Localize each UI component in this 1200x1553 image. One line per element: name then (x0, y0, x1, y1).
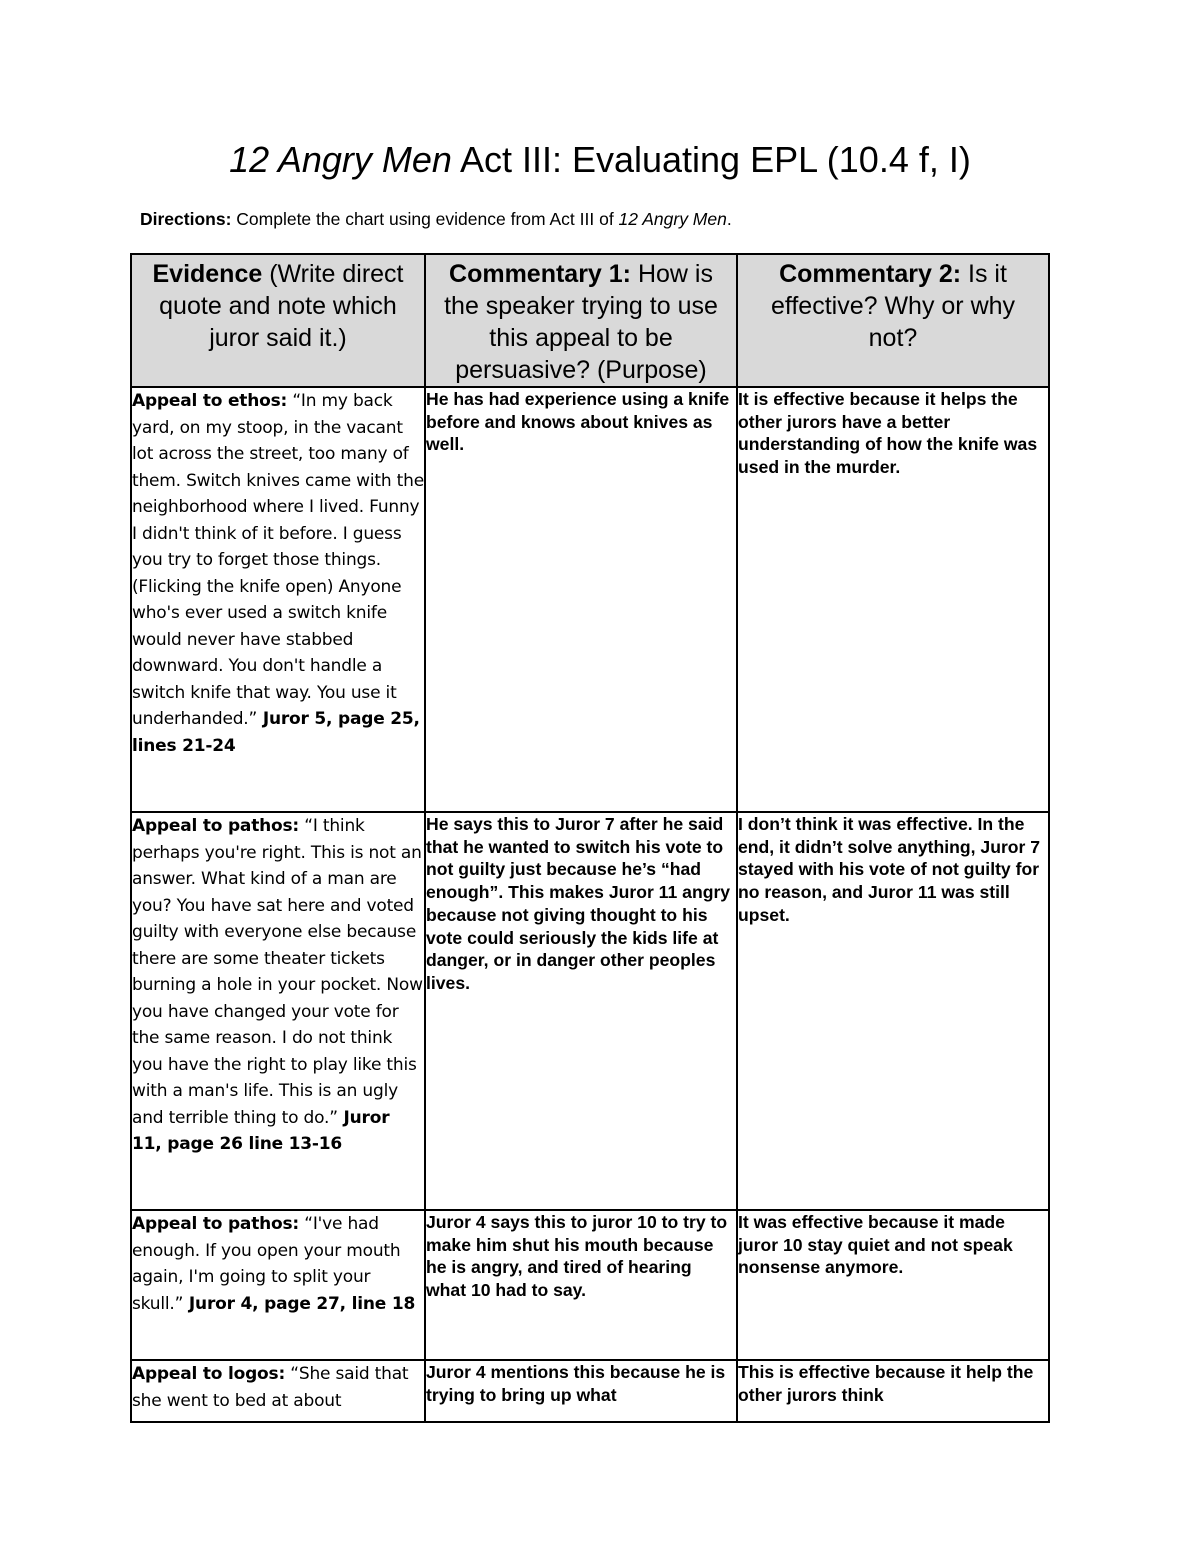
header-evidence (131, 254, 425, 387)
header-bold: Commentary 2: (779, 260, 962, 288)
directions (140, 206, 1060, 232)
commentary-2-cell: This is effective because it help the other jurors think (737, 1360, 1049, 1422)
title-italic: 12 Angry Men (229, 139, 452, 180)
appeal-label: Appeal to pathos: (132, 1214, 300, 1234)
table-row (131, 1210, 1049, 1360)
commentary-2-cell: I don’t think it was effective. In the end, it didn’t solve anything, Juror 7 stayed with his vote of not guilty for no reason, and Juror 11 was still upset. (737, 812, 1049, 1210)
table-row (131, 1360, 1049, 1422)
appeal-label: Appeal to ethos: (132, 391, 288, 411)
evidence-cell (131, 812, 425, 1210)
evidence-source: Juror 11, page 26 line 13-16 (132, 1107, 390, 1154)
evidence-quote: “In my back yard, on my stoop, in the vacant lot across the street, too many of them. Switch knives came with the neighborhood where I lived. Funny I didn't think of it before. I guess you try to forget those things. (Flicking the knife open) Anyone who's ever used a switch knife would never have stabbed downward. You don't handle a switch knife that way. You use it underhanded.” (132, 391, 424, 729)
evidence-cell (131, 1360, 425, 1422)
directions-label: Directions: (140, 209, 232, 229)
appeal-label: Appeal to logos: (132, 1364, 286, 1384)
commentary-1-cell: He says this to Juror 7 after he said that he wanted to switch his vote to not guilty just because he’s “had enough”. This makes Juror 11 angry because not giving thought to his vote could seriously the kids life at danger, or in danger other peoples lives. (425, 812, 737, 1210)
header-commentary-1 (425, 254, 737, 387)
evidence-source: Juror 4, page 27, line 18 (183, 1293, 416, 1314)
directions-end: . (726, 209, 732, 229)
header-row (131, 254, 1049, 387)
evidence-quote: “She said that she went to bed at about (132, 1364, 409, 1411)
header-commentary-2 (737, 254, 1049, 387)
header-rest: (Write direct quote and note which juror said it.) (159, 260, 404, 352)
commentary-2-cell: It was effective because it made juror 10 stay quiet and not speak nonsense anymore. (737, 1210, 1049, 1360)
title-rest: Act III: Evaluating EPL (10.4 f, I) (451, 139, 971, 180)
evidence-quote: “I've had enough. If you open your mouth again, I'm going to split your skull.” (132, 1214, 401, 1314)
commentary-1-cell: Juror 4 mentions this because he is trying to bring up what (425, 1360, 737, 1422)
header-bold: Evidence (152, 260, 263, 288)
directions-text: Complete the chart using evidence from Act III of (231, 209, 619, 229)
appeal-label: Appeal to pathos: (132, 816, 300, 836)
header-rest: How is the speaker trying to use this appeal to be persuasive? (Purpose) (444, 260, 718, 384)
page-title (0, 136, 1200, 184)
evidence-cell (131, 387, 425, 812)
header-rest: Is it effective? Why or why not? (770, 260, 1016, 352)
evidence-source: Juror 5, page 25, lines 21-24 (132, 709, 420, 756)
evidence-cell (131, 1210, 425, 1360)
epl-chart (130, 253, 1050, 1423)
directions-italic: 12 Angry Men (618, 209, 727, 229)
table-row (131, 812, 1049, 1210)
commentary-1-cell: He has had experience using a knife before and knows about knives as well. (425, 387, 737, 812)
table-row (131, 387, 1049, 812)
evidence-quote: “I think perhaps you're right. This is not an answer. What kind of a man are you? You have sat here and voted guilty with everyone else because there are some theater tickets burning a hole in your pocket. Now you have changed your vote for the same reason. I do not think you have the right to play like this with a man's life. This is an ugly and terrible thing to do.” (132, 816, 423, 1128)
commentary-2-cell: It is effective because it helps the other jurors have a better understanding of how the knife was used in the murder. (737, 387, 1049, 812)
header-bold: Commentary 1: (449, 260, 632, 288)
commentary-1-cell: Juror 4 says this to juror 10 to try to make him shut his mouth because he is angry, and tired of hearing what 10 had to say. (425, 1210, 737, 1360)
